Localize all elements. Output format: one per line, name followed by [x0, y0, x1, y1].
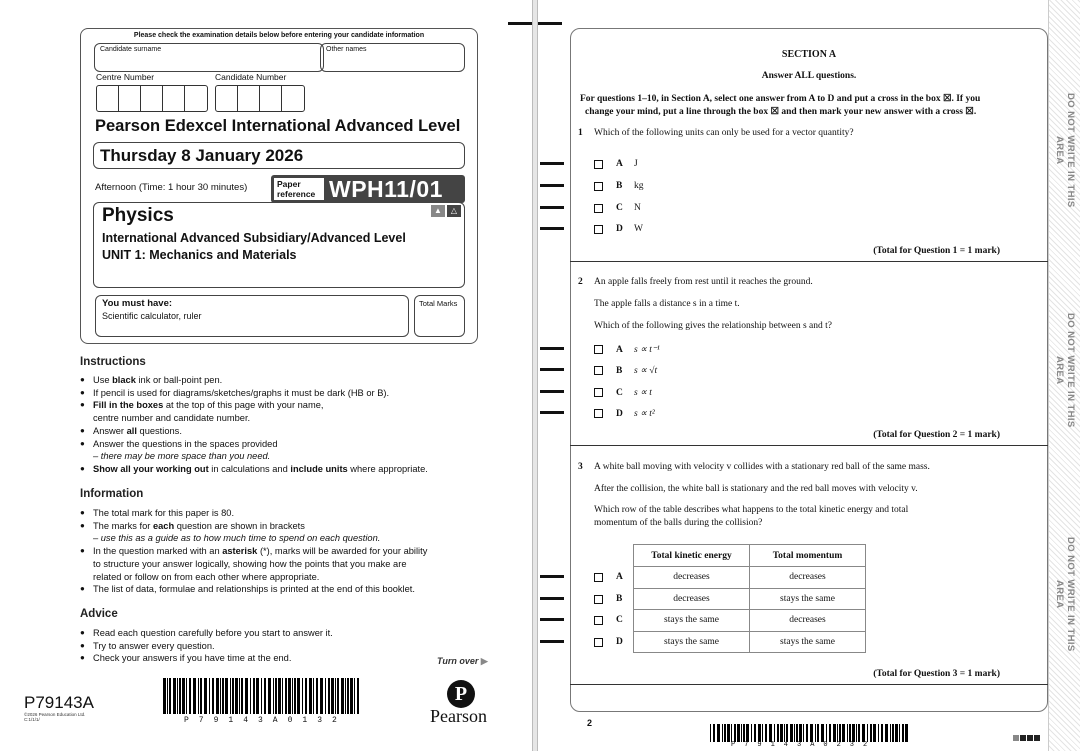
list-item: related or follow on from each other where appropriate. — [93, 571, 320, 582]
answer-checkbox[interactable] — [594, 388, 603, 397]
timing-mark — [540, 411, 564, 414]
pearson-logo-icon: P — [447, 680, 475, 708]
question-2-stem-2: The apple falls a distance s in a time t. — [594, 299, 740, 309]
list-item: ● Answer the questions in the spaces provided — [80, 438, 480, 451]
answer-checkbox[interactable] — [594, 204, 603, 213]
list-item: ● The marks for each question are shown in brackets — [80, 520, 480, 533]
barcode-digits: P79143A0132 — [184, 716, 347, 725]
timing-mark — [540, 368, 564, 371]
timing-mark — [540, 206, 564, 209]
list-item: ● Check your answers if you have time at the end. — [80, 652, 480, 665]
table-header-row — [634, 545, 866, 567]
directions-line-2: change your mind, put a line through the box ☒ and then mark your new answer with a cross ☒. — [585, 107, 977, 117]
q3-total: (Total for Question 3 = 1 mark) — [873, 669, 1000, 679]
other-names-label: Other names — [326, 46, 367, 53]
barcode — [163, 678, 361, 714]
exam-board-title: Pearson Edexcel International Advanced Level — [95, 117, 461, 135]
instructions-list — [80, 374, 480, 476]
triangle-outline-icon: △ — [447, 205, 461, 217]
directions-line-1: For questions 1–10, in Section A, select one answer from A to D and put a cross in the box ☒. If you — [580, 94, 981, 104]
q1-total: (Total for Question 1 = 1 mark) — [873, 246, 1000, 256]
table-row: decreases stays the same — [634, 588, 866, 610]
list-item: ● Try to answer every question. — [80, 640, 480, 653]
copyright: ©2026 Pearson Education Ltd. C:1/1/1/ — [24, 712, 86, 722]
q3-option-c[interactable]: C — [594, 615, 634, 625]
other-names-field[interactable] — [320, 43, 465, 72]
answer-checkbox[interactable] — [594, 366, 603, 375]
play-arrow-icon: ▶ — [480, 656, 488, 666]
candidate-number-label: Candidate Number — [215, 72, 287, 82]
list-item: ● Read each question carefully before you start to answer it. — [80, 627, 480, 640]
question-3-stem-1: A white ball moving with velocity v collides with a stationary red ball of the same mass. — [594, 462, 930, 472]
information-heading: Information — [80, 488, 144, 500]
question-3-stem-2: After the collision, the white ball is stationary and the red ball moves with velocity v. — [594, 484, 918, 494]
list-item: ● The total mark for this paper is 80. — [80, 507, 480, 520]
answer-checkbox[interactable] — [594, 345, 603, 354]
list-item: ● In the question marked with an asterisk (*), marks will be awarded for your ability — [80, 545, 480, 558]
cover-page — [0, 0, 532, 751]
table-row: stays the same decreases — [634, 610, 866, 632]
paper-reference-block — [271, 175, 465, 203]
exam-time: Afternoon (Time: 1 hour 30 minutes) — [95, 182, 248, 193]
timing-mark — [540, 162, 564, 165]
list-item: ● Show all your working out in calculations and include units where appropriate. — [80, 463, 480, 476]
question-3-stem-3a: Which row of the table describes what happens to the total kinetic energy and total — [594, 505, 909, 515]
timing-mark — [540, 618, 564, 621]
col-header-ke: Total kinetic energy — [634, 545, 750, 567]
margin-warning: DO NOT WRITE IN THIS AREA — [1054, 93, 1076, 208]
list-item: ● If pencil is used for diagrams/sketches/graphs it must be dark (HB or B). — [80, 387, 480, 400]
question-number-1: 1 — [578, 128, 583, 138]
paper-reference-label: Paper reference — [273, 177, 325, 201]
timing-mark — [540, 597, 564, 600]
advice-list — [80, 627, 480, 665]
candidate-surname-label: Candidate surname — [100, 46, 162, 53]
answer-checkbox[interactable] — [594, 616, 603, 625]
list-item: ● The list of data, formulae and relationships is printed at the end of this booklet. — [80, 583, 480, 596]
candidate-details-box — [80, 28, 478, 344]
answer-checkbox[interactable] — [594, 595, 603, 604]
q2-option-a[interactable]: A s ∝ t⁻¹ — [594, 344, 660, 355]
timing-mark — [540, 227, 564, 230]
divider — [570, 684, 1048, 685]
you-must-have-items: Scientific calculator, ruler — [102, 311, 202, 321]
q3-option-b[interactable]: B — [594, 594, 634, 604]
answer-checkbox[interactable] — [594, 225, 603, 234]
margin-warning: DO NOT WRITE IN THIS AREA — [1054, 537, 1076, 652]
list-item: ● Use black ink or ball-point pen. — [80, 374, 480, 387]
q2-option-b[interactable]: B s ∝ √t — [594, 365, 657, 376]
page-marker — [1013, 735, 1040, 741]
subject-box — [93, 202, 465, 288]
question-page — [538, 0, 1080, 751]
subject-title: Physics — [102, 205, 174, 226]
q3-option-a[interactable]: A — [594, 572, 634, 582]
advice-heading: Advice — [80, 608, 118, 620]
total-marks-box[interactable] — [414, 295, 465, 337]
timing-mark — [540, 575, 564, 578]
q3-option-d[interactable]: D — [594, 637, 634, 647]
question-3-stem-3b: momentum of the balls during the collision? — [594, 518, 763, 528]
answer-checkbox[interactable] — [594, 409, 603, 418]
answer-checkbox[interactable] — [594, 573, 603, 582]
paper-reference-code: WPH11/01 — [329, 176, 443, 202]
timing-mark — [540, 640, 564, 643]
divider — [570, 261, 1048, 262]
barcode — [710, 724, 909, 742]
you-must-have-label: You must have: — [102, 298, 173, 309]
candidate-number-boxes[interactable] — [215, 85, 305, 112]
instructions-heading: Instructions — [80, 356, 146, 368]
list-item: – there may be more space than you need. — [93, 451, 271, 462]
table-row: decreases decreases — [634, 567, 866, 589]
list-item: – use this as a guide as to how much time to spend on each question. — [93, 533, 381, 544]
centre-number-boxes[interactable] — [96, 85, 208, 112]
details-notice: Please check the examination details below before entering your candidate information — [133, 32, 425, 39]
page-number: 2 — [587, 718, 593, 728]
question-1-stem: Which of the following units can only be used for a vector quantity? — [594, 128, 854, 138]
candidate-surname-field[interactable] — [94, 43, 324, 72]
answer-checkbox[interactable] — [594, 182, 603, 191]
answer-all-heading: Answer ALL questions. — [761, 71, 857, 81]
table-row: stays the same stays the same — [634, 631, 866, 653]
triangle-icons — [431, 205, 461, 217]
timing-mark — [540, 184, 564, 187]
q1-option-d[interactable]: D W — [594, 224, 643, 234]
question-2-stem-3: Which of the following gives the relationship between s and t? — [594, 321, 832, 331]
question-2-stem-1: An apple falls freely from rest until it reaches the ground. — [594, 277, 813, 287]
triangle-filled-icon: ▲ — [431, 205, 445, 217]
q3-table — [633, 544, 866, 653]
timing-mark — [508, 22, 532, 25]
subject-unit: UNIT 1: Mechanics and Materials — [102, 248, 297, 262]
turn-over-label: Turn over ▶ — [437, 656, 488, 666]
q1-option-a[interactable]: A J — [594, 159, 638, 169]
question-number-3: 3 — [578, 462, 583, 472]
centre-number-label: Centre Number — [96, 72, 155, 82]
paper-code: P79143A — [24, 693, 94, 712]
list-item: ● Fill in the boxes at the top of this page with your name, — [80, 399, 480, 412]
total-marks-label: Total Marks — [419, 299, 458, 308]
information-list — [80, 507, 480, 596]
timing-mark — [540, 347, 564, 350]
subject-level: International Advanced Subsidiary/Advanced Level — [102, 231, 406, 245]
col-header-momentum: Total momentum — [750, 545, 866, 567]
q1-option-b[interactable]: B kg — [594, 181, 644, 191]
answer-checkbox[interactable] — [594, 160, 603, 169]
answer-checkbox[interactable] — [594, 638, 603, 647]
timing-mark — [538, 22, 562, 25]
q2-option-c[interactable]: C s ∝ t — [594, 387, 652, 398]
barcode-digits: P79143A0232 — [731, 741, 877, 749]
margin-warning: DO NOT WRITE IN THIS AREA — [1054, 313, 1076, 428]
exam-date: Thursday 8 January 2026 — [93, 142, 465, 169]
q1-option-c[interactable]: C N — [594, 203, 641, 213]
list-item: centre number and candidate number. — [93, 413, 251, 424]
q2-total: (Total for Question 2 = 1 mark) — [873, 430, 1000, 440]
timing-mark — [540, 390, 564, 393]
list-item: ● Answer all questions. — [80, 425, 480, 438]
question-number-2: 2 — [578, 277, 583, 287]
q2-option-d[interactable]: D s ∝ t² — [594, 408, 655, 419]
you-must-have-box — [95, 295, 409, 337]
pearson-wordmark: Pearson — [430, 706, 487, 726]
list-item: to structure your answer logically, showing how the points that you make are — [93, 558, 407, 569]
section-heading: SECTION A — [781, 49, 837, 60]
divider — [570, 445, 1048, 446]
